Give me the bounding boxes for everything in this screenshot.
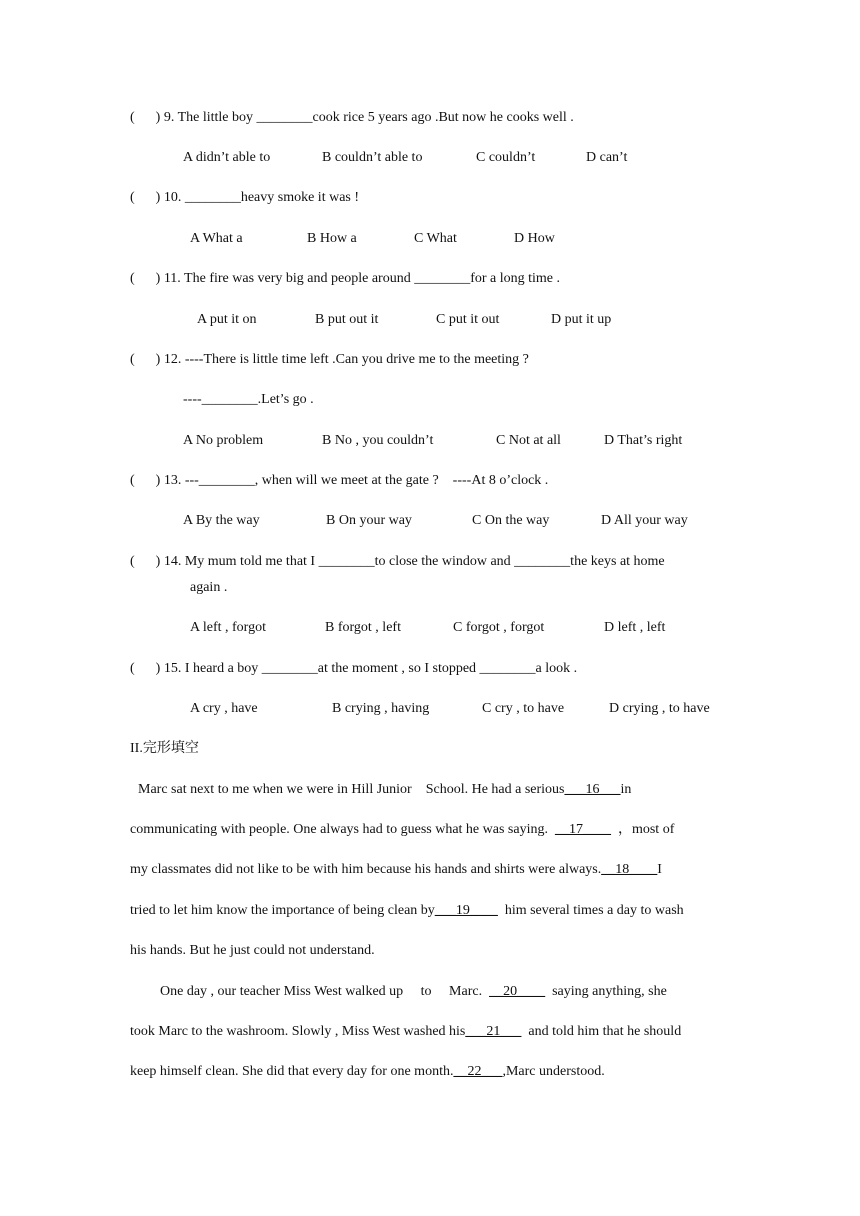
q11-option-d: D put it up [551, 312, 612, 327]
q9-option-a: A didn’t able to [183, 150, 271, 165]
blank-16: ___16___ [564, 782, 621, 797]
cloze-text: keep himself clean. She did that every day for one month. [130, 1064, 454, 1079]
cloze-line-6 [160, 983, 667, 1001]
q10-option-c: C What [414, 231, 457, 246]
q13-option-c: C On the way [472, 513, 550, 528]
q15-option-d: D crying , to have [609, 701, 710, 716]
blank-22: __22___ [453, 1064, 503, 1079]
cloze-text: ，most of [610, 822, 675, 837]
question-13: ( ) 13. ---________, when will we meet at the gate ? ----At 8 o’clock . [130, 473, 549, 488]
section-heading: II.完形填空 [130, 741, 199, 756]
question-12: ( ) 12. ----There is little time left .Can you drive me to the meeting ? [130, 352, 529, 367]
cloze-text: and told him that he should [521, 1024, 682, 1039]
q14-option-d: D left , left [604, 620, 666, 635]
q12-option-c: C Not at all [496, 433, 561, 448]
q9-option-d: D can’t [586, 150, 628, 165]
blank-17: __17____ [554, 822, 611, 837]
cloze-text: One day , our teacher Miss West walked up to Marc. [160, 984, 490, 999]
blank-18: __18____ [601, 862, 658, 877]
cloze-line-4 [130, 902, 684, 920]
cloze-line-5: his hands. But he just could not understand. [130, 943, 375, 958]
cloze-text: ,Marc understood. [502, 1064, 605, 1079]
cloze-line-3 [130, 861, 662, 879]
blank-21: ___21___ [465, 1024, 522, 1039]
q14-option-b: B forgot , left [325, 620, 401, 635]
question-10: ( ) 10. ________heavy smoke it was ! [130, 190, 360, 205]
q12-option-a: A No problem [183, 433, 264, 448]
cloze-text: took Marc to the washroom. Slowly , Miss West washed his [130, 1024, 466, 1039]
cloze-text: him several times a day to wash [497, 903, 684, 918]
cloze-line-7 [130, 1023, 681, 1041]
q15-option-a: A cry , have [190, 701, 258, 716]
cloze-text: in [620, 782, 632, 797]
q15-option-c: C cry , to have [482, 701, 565, 716]
question-11: ( ) 11. The fire was very big and people around ________for a long time . [130, 271, 561, 286]
cloze-text: saying anything, she [545, 984, 667, 999]
q11-option-b: B put out it [315, 312, 379, 327]
q13-option-d: D All your way [601, 513, 688, 528]
cloze-text: I [657, 862, 662, 877]
q11-option-a: A put it on [197, 312, 257, 327]
blank-20: __20____ [489, 984, 546, 999]
cloze-text: tried to let him know the importance of being clean by [130, 903, 435, 918]
q13-option-b: B On your way [326, 513, 412, 528]
cloze-line-2 [130, 821, 674, 839]
q12-option-d: D That’s right [604, 433, 683, 448]
q14-option-c: C forgot , forgot [453, 620, 545, 635]
question-14: ( ) 14. My mum told me that I ________to close the window and ________the keys at home [130, 554, 665, 569]
cloze-line-1 [138, 781, 631, 799]
cloze-text: Marc sat next to me when we were in Hill Junior School. He had a serious [138, 782, 565, 797]
cloze-line-8 [130, 1063, 605, 1081]
q9-option-b: B couldn’t able to [322, 150, 423, 165]
q13-option-a: A By the way [183, 513, 260, 528]
question-12-reply: ----________.Let’s go . [183, 392, 314, 407]
blank-19: ___19____ [434, 903, 498, 918]
q15-option-b: B crying , having [332, 701, 430, 716]
q10-option-b: B How a [307, 231, 357, 246]
q12-option-b: B No , you couldn’t [322, 433, 434, 448]
question-14-cont: again . [190, 580, 228, 595]
cloze-text: communicating with people. One always had to guess what he was saying. [130, 822, 555, 837]
q9-option-c: C couldn’t [476, 150, 536, 165]
q14-option-a: A left , forgot [190, 620, 266, 635]
q10-option-a: A What a [190, 231, 243, 246]
q10-option-d: D How [514, 231, 555, 246]
question-15: ( ) 15. I heard a boy ________at the moment , so I stopped ________a look . [130, 661, 578, 676]
question-9: ( ) 9. The little boy ________cook rice 5 years ago .But now he cooks well . [130, 110, 574, 125]
cloze-text: my classmates did not like to be with him because his hands and shirts were always. [130, 862, 602, 877]
q11-option-c: C put it out [436, 312, 500, 327]
